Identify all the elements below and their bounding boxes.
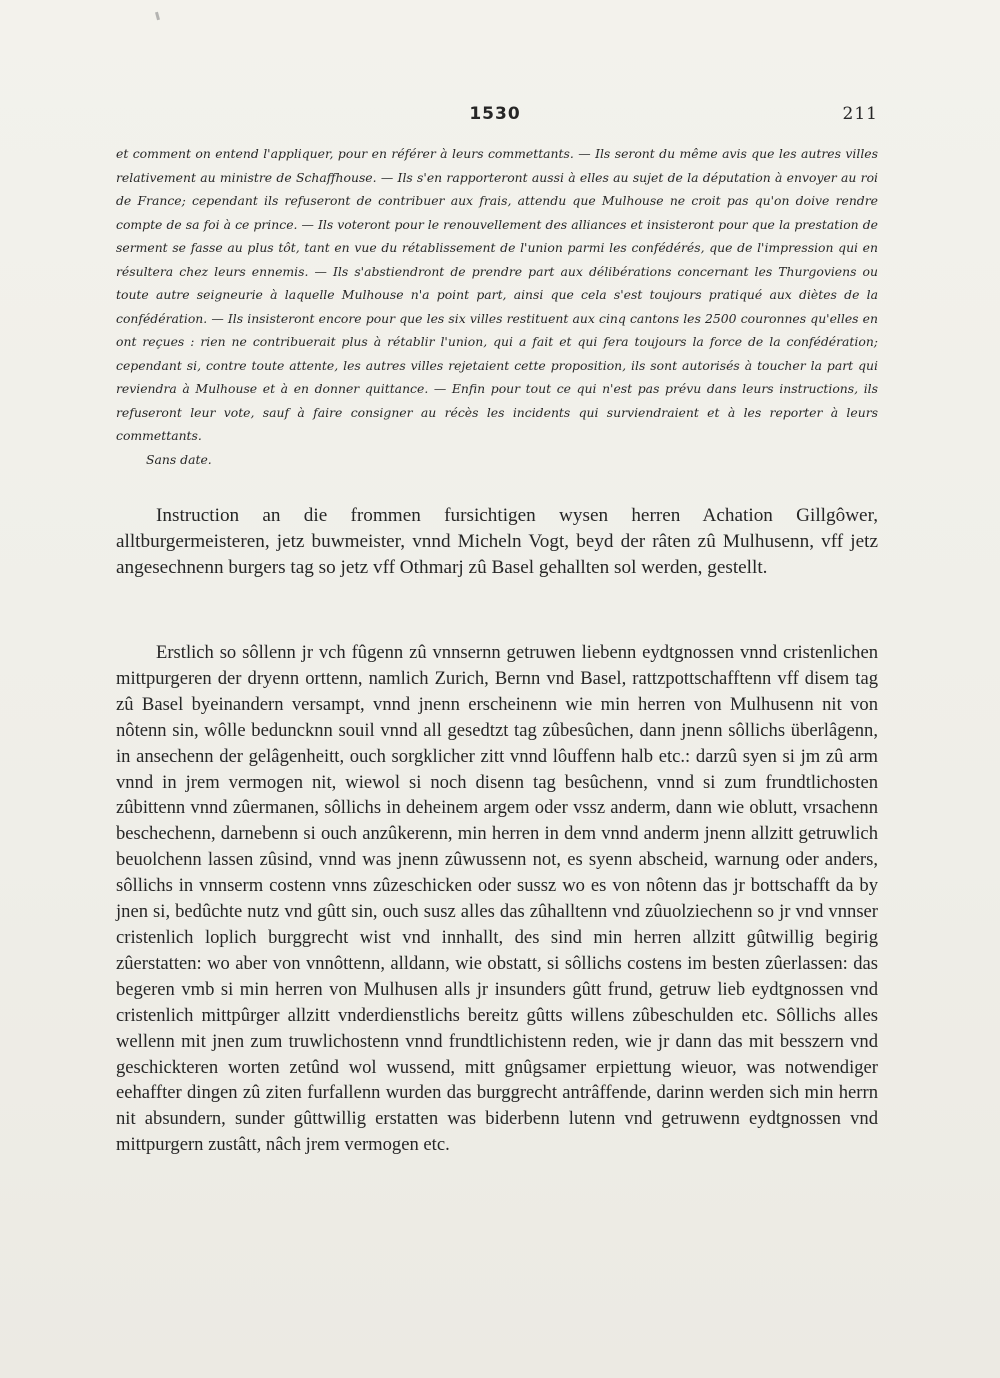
- ink-mark: [155, 12, 160, 21]
- page-header: [112, 104, 878, 128]
- body-text-block: [116, 640, 878, 1158]
- french-summary: [116, 142, 878, 471]
- instruction-heading-block: [116, 503, 878, 582]
- french-summary-text: et comment on entend l'appliquer, pour en référer à leurs commettants. — Ils seront du même avis que les autres villes relativement au ministre de Schaffhouse. — Ils s'en rapporteront aussi à elles au sujet de la députation à envoyer au roi de France; cependant ils refuseront de contribuer aux frais, attendu que Mulhouse ne croit pas qu'on doive rendre compte de sa foi à ce prince. — Ils voteront pour le renouvellement des alliances et insisteront pour que la prestation de serment se fasse au plus tôt, tant en vue du rétablissement de l'union parmi les confédérés, que de l'impression qui en résultera chez leurs ennemis. — Ils s'abstiendront de prendre part aux délibérations concernant les Thurgoviens ou toute autre seigneurie à laquelle Mulhouse n'a point part, ainsi que cela s'est toujours pratiqué aux diètes de la confédération. — Ils insisteront encore pour que les six villes restituent aux cinq cantons les 2500 couronnes qu'elles en ont reçues : rien ne contribuerait plus à rétablir l'union, qui a fait et qui fera toujours la force de la confédération; cependant si, contre toute attente, les autres villes rejetaient cette proposition, ils sont autorisés à toucher la part qui reviendra à Mulhouse et à en donner quittance. — Enfin pour tout ce qui n'est pas prévu dans leurs instructions, ils refuseront leur vote, sauf à faire consigner au récès les incidents qui surviendraient et à les reporter à leurs commettants.: [116, 146, 878, 443]
- page-number: 211: [842, 104, 878, 124]
- date-note: Sans date.: [146, 451, 212, 467]
- instruction-heading: Instruction an die frommen fursichtigen wysen herren Achation Gillgôwer, alltburgermeisteren, jetz buwmeister, vnnd Micheln Vogt, beyd der râten zû Mulhusenn, vff jetz angesechnenn burgers tag so jetz vff Othmarj zû Basel gehallten sol werden, gestellt.: [116, 505, 878, 579]
- header-year: 1530: [469, 104, 521, 124]
- body-paragraph: Erstlich so sôllenn jr vch fûgenn zû vnnsernn getruwen liebenn eydtgnossen vnnd cristenlichen mittpurgeren der dryenn orttenn, namlich Zurich, Bernn vnd Basel, rattzpottschafftenn vff disem tag zû Basel byeinandern versampt, vnnd jnenn erscheinenn wie min herren von Mulhusenn nit von nôtenn sin, wôlle beduncknn souil vnnd all gesedtzt tag zûbesûchen, dann jnenn sôllichs überlâgenn, in ansechenn der gelâgenheitt, ouch sorgklicher zitt vnnd lôuffenn halb etc.: darzû syen si jm zû arm vnnd in jrem vermogen nit, wiewol si noch disenn tag besûchenn, vnnd si zum frundtlichosten zûbittenn vnnd zûermanen, sôllichs in deheinem argem oder vssz anderm, dann wie oblutt, vrsachenn beschechenn, darnebenn si ouch anzûkerenn, min herren in dem vnnd anderm jnenn allzitt getruwlich beuolchenn lassen zûsind, vnnd was jnenn zûwussenn not, es syenn abscheid, warnung oder anders, sôllichs in vnnserm costenn vnns zûzeschicken oder sussz wo es von nôtenn das jr bottschafft da by jnen si, bedûchte nutz vnd gûtt sin, ouch susz alles das zûhalltenn vnd zûuolziechenn so jr vnd vnnser cristenlich loplich burggrecht wist vnd innhallt, des sind min herren allzitt gûtwillig begirig zûerstatten: wo aber von vnnôttenn, alldann, wie obstatt, si sôllichs costens im besten zûerlassen: das begeren vmb si min herren von Mulhusen alls jr insunders gûtt frund, getruw lieb eydtgnossen vnd cristenlich mittpûrger allzitt vnderdienstlichs bereitz gûtts willens zûbeschulden etc. Sôllichs alles wellenn mit jnen zum truwlichostenn vnnd frundtlichistenn reden, wie jr dann das mit besszern vnd geschickteren worten zetûnd wol wussend, mitt gnûgsamer erpiettung wieuor, was notwendiger eehaffter dingen zû ziten furfallenn wurden das burggrecht antrâffende, darinn werden sich min herrn nit absundern, sunder gûttwillig erstatten was biderbenn lutenn vnd getruwenn eydtgnossen vnd mittpurgern zustâtt, nâch jrem vermogen etc.: [116, 642, 878, 1156]
